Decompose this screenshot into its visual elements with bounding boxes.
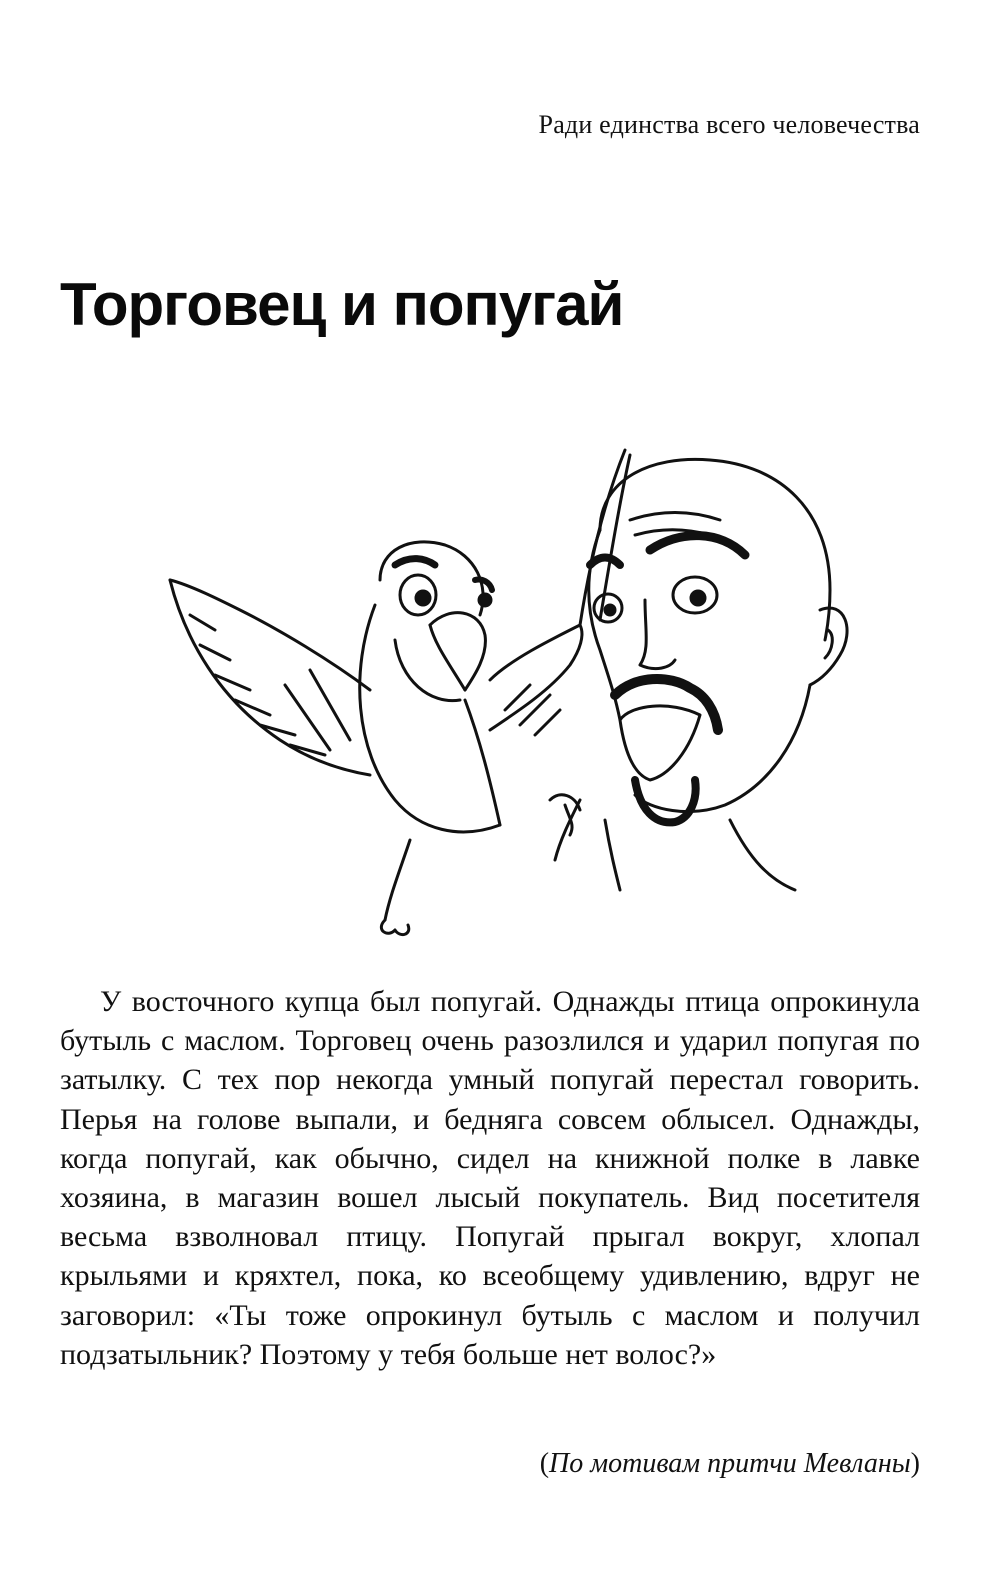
attribution-close-paren: )	[910, 1448, 920, 1479]
story-body: У восточного купца был попугай. Однажды птица опрокинула бутыль с маслом. Торговец очень разозлился и ударил попугая по затылку. С тех пор некогда умный попугай перестал говорить. Перья на голове выпали, и бедняга совсем облысел. Однажды, когда попугай, как обычно, сидел на книжной полке в лавке хозяина, в магазин вошел лысый покупатель. Вид посетителя весьма взволновал птицу. Попугай прыгал вокруг, хлопал крыльями и кряхтел, пока, ко всеобщему удивлению, вдруг не заговорил: «Ты тоже опрокинул бутыль с маслом и получил подзатыльник? Поэтому у тебя больше нет волос?»	[60, 985, 920, 1371]
attribution-source: По мотивам притчи Мевланы	[549, 1448, 911, 1479]
parrot-figure	[170, 450, 630, 935]
attribution	[540, 1448, 920, 1480]
attribution-open-paren: (	[539, 1448, 550, 1479]
merchant-figure	[555, 459, 847, 890]
running-header: Ради единства всего человечества	[538, 110, 920, 139]
story-title: Торговец и попугай	[60, 271, 624, 338]
illustration-parrot-and-merchant	[130, 440, 850, 940]
